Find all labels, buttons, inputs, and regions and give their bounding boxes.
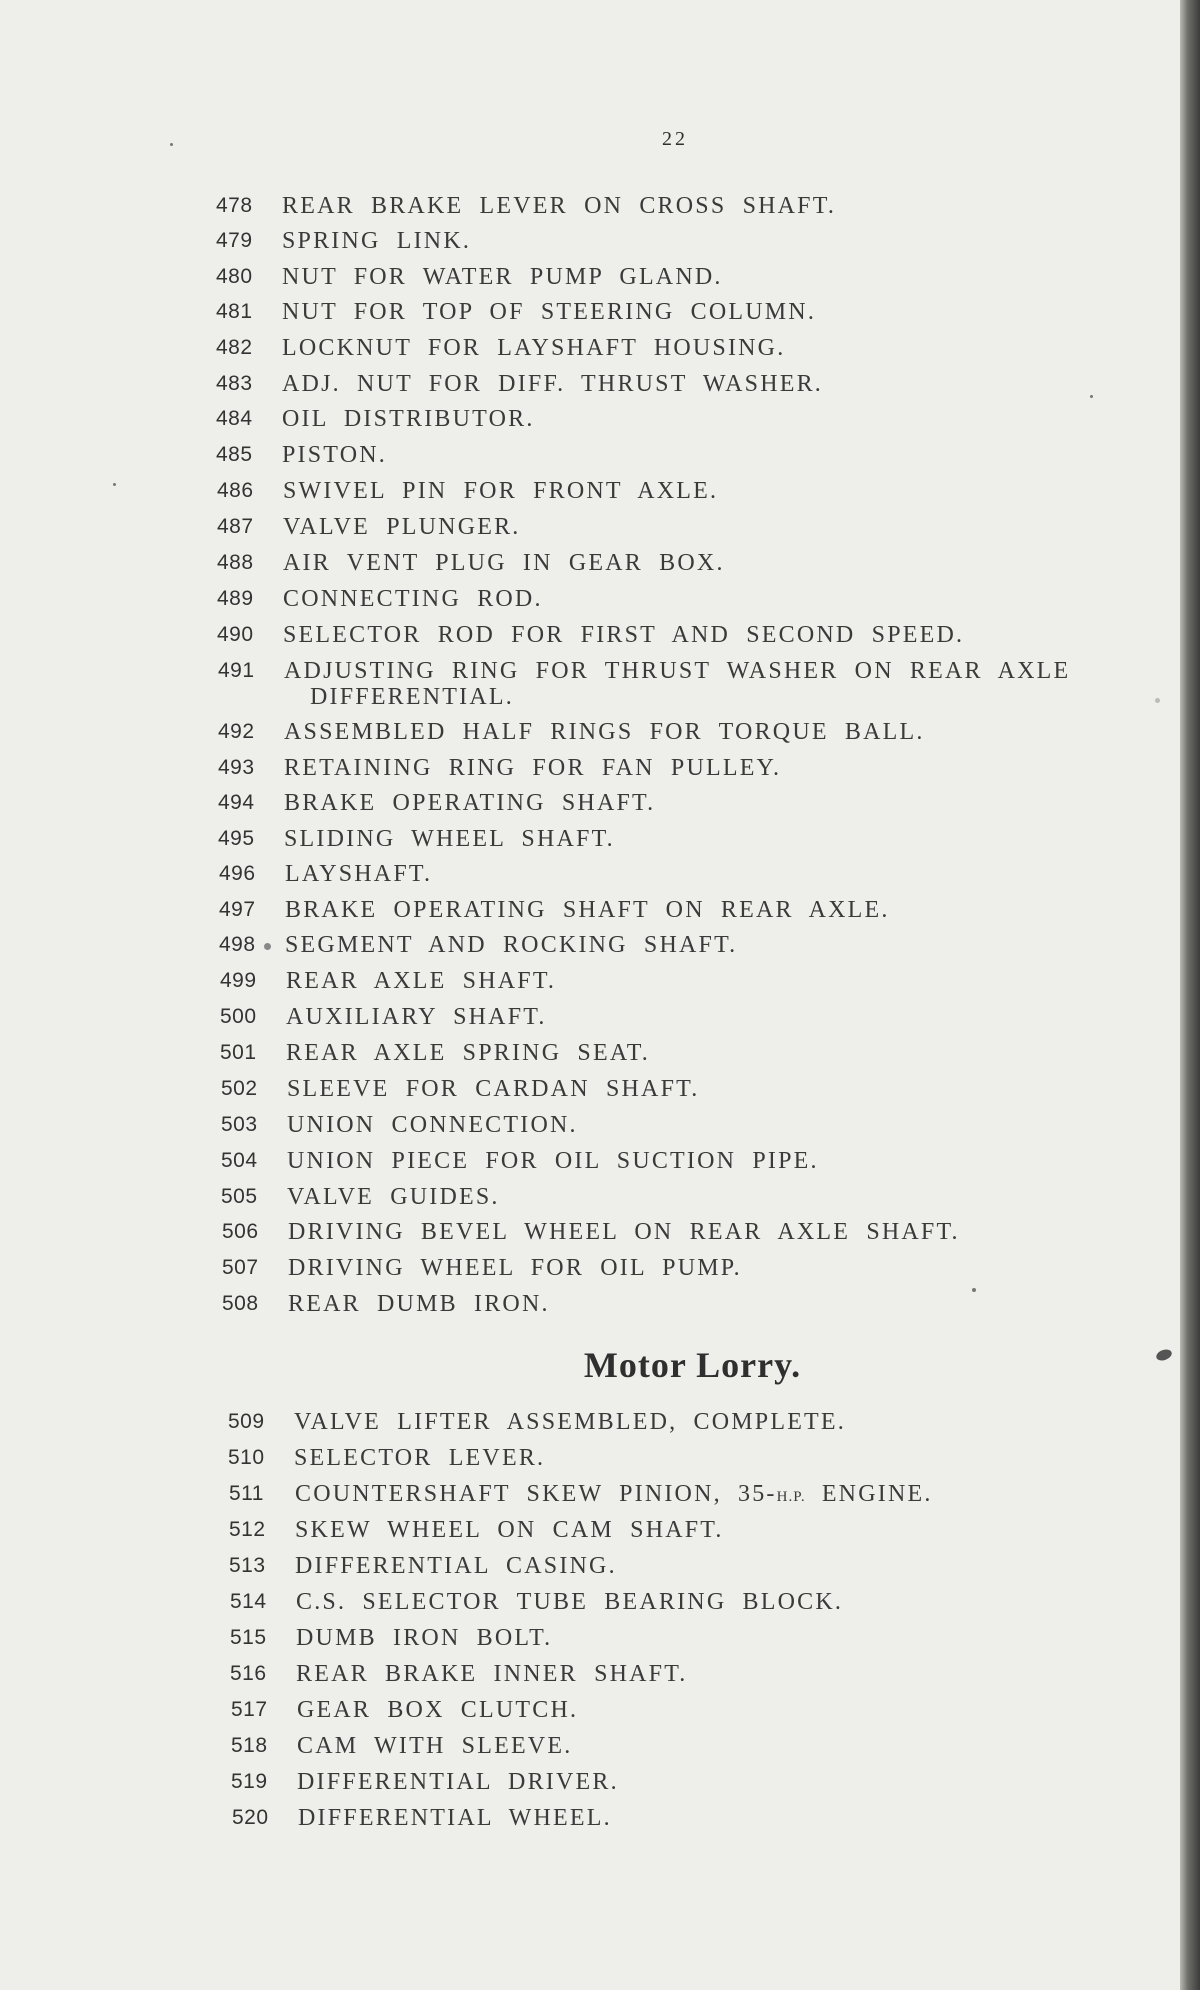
item-description: REAR BRAKE LEVER ON CROSS SHAFT. xyxy=(282,193,837,219)
item-description: GEAR BOX CLUTCH. xyxy=(297,1697,579,1723)
ink-speck xyxy=(264,943,271,950)
item-number: 514 xyxy=(230,1590,267,1613)
item-number: 488 xyxy=(217,551,254,574)
item-description: PISTON. xyxy=(282,442,387,468)
item-description: ADJ. NUT FOR DIFF. THRUST WASHER. xyxy=(282,371,823,397)
item-description-text: COUNTERSHAFT SKEW PINION, 35- xyxy=(295,1481,777,1507)
ink-speck xyxy=(113,483,116,486)
item-description: OIL DISTRIBUTOR. xyxy=(282,406,535,432)
item-number: 494 xyxy=(218,791,255,814)
item-number: 487 xyxy=(217,515,254,538)
item-description: SELECTOR LEVER. xyxy=(294,1445,546,1471)
item-number: 493 xyxy=(218,756,255,779)
item-number: 508 xyxy=(222,1292,259,1315)
item-description: VALVE LIFTER ASSEMBLED, COMPLETE. xyxy=(294,1409,846,1435)
item-description-continued: DIFFERENTIAL. xyxy=(310,684,514,710)
page-number: 22 xyxy=(662,128,688,150)
item-number: 515 xyxy=(230,1626,267,1649)
item-description: SPRING LINK. xyxy=(282,228,472,254)
ink-speck xyxy=(170,143,173,146)
item-number: 503 xyxy=(221,1113,258,1136)
ink-speck xyxy=(1155,698,1160,703)
item-description: DIFFERENTIAL CASING. xyxy=(295,1553,617,1579)
item-number: 495 xyxy=(218,827,255,850)
horsepower-abbrev: H.P. xyxy=(776,1489,806,1505)
item-description: NUT FOR TOP OF STEERING COLUMN. xyxy=(282,299,817,325)
item-number: 505 xyxy=(221,1185,258,1208)
item-description: DIFFERENTIAL WHEEL. xyxy=(298,1805,612,1831)
item-description: UNION CONNECTION. xyxy=(287,1112,578,1138)
item-description: RETAINING RING FOR FAN PULLEY. xyxy=(284,755,782,781)
item-number: 504 xyxy=(221,1149,258,1172)
item-description: DIFFERENTIAL DRIVER. xyxy=(297,1769,619,1795)
item-description: SLEEVE FOR CARDAN SHAFT. xyxy=(287,1076,700,1102)
item-description: LOCKNUT FOR LAYSHAFT HOUSING. xyxy=(282,335,786,361)
item-description: DUMB IRON BOLT. xyxy=(296,1625,553,1651)
item-description: REAR AXLE SPRING SEAT. xyxy=(286,1040,650,1066)
page-edge xyxy=(1180,0,1200,1990)
item-number: 484 xyxy=(216,407,253,430)
item-number: 489 xyxy=(217,587,254,610)
item-number: 496 xyxy=(219,862,256,885)
item-number: 500 xyxy=(220,1005,257,1028)
item-number: 502 xyxy=(221,1077,258,1100)
item-description xyxy=(295,1479,933,1512)
item-number: 519 xyxy=(231,1770,268,1793)
item-description: BRAKE OPERATING SHAFT ON REAR AXLE. xyxy=(285,897,890,923)
item-number: 499 xyxy=(220,969,257,992)
item-description: SKEW WHEEL ON CAM SHAFT. xyxy=(295,1517,724,1543)
item-description: AUXILIARY SHAFT. xyxy=(286,1004,547,1030)
item-number: 498 xyxy=(219,933,256,956)
item-description: BRAKE OPERATING SHAFT. xyxy=(284,790,656,816)
item-number: 511 xyxy=(229,1482,264,1505)
item-number: 480 xyxy=(216,265,253,288)
item-description: CAM WITH SLEEVE. xyxy=(297,1733,573,1759)
item-number: 491 xyxy=(218,659,255,682)
item-number: 517 xyxy=(231,1698,268,1721)
item-description: NUT FOR WATER PUMP GLAND. xyxy=(282,264,723,290)
item-description: REAR AXLE SHAFT. xyxy=(286,968,557,994)
item-number: 478 xyxy=(216,194,253,217)
item-number: 485 xyxy=(216,443,253,466)
item-number: 483 xyxy=(216,372,253,395)
item-number: 512 xyxy=(229,1518,266,1541)
item-description: VALVE GUIDES. xyxy=(287,1184,500,1210)
item-description: UNION PIECE FOR OIL SUCTION PIPE. xyxy=(287,1148,819,1174)
item-description: SELECTOR ROD FOR FIRST AND SECOND SPEED. xyxy=(283,622,965,648)
item-description: VALVE PLUNGER. xyxy=(283,514,521,540)
item-number: 481 xyxy=(216,300,253,323)
item-description: C.S. SELECTOR TUBE BEARING BLOCK. xyxy=(296,1589,844,1615)
item-description: AIR VENT PLUG IN GEAR BOX. xyxy=(283,550,725,576)
item-description: SWIVEL PIN FOR FRONT AXLE. xyxy=(283,478,719,504)
item-description-tail: ENGINE. xyxy=(805,1481,933,1507)
item-description: SEGMENT AND ROCKING SHAFT. xyxy=(285,932,738,958)
item-description: LAYSHAFT. xyxy=(285,861,433,887)
item-number: 482 xyxy=(216,336,253,359)
item-description: CONNECTING ROD. xyxy=(283,586,543,612)
item-number: 520 xyxy=(232,1806,269,1829)
item-description: DRIVING BEVEL WHEEL ON REAR AXLE SHAFT. xyxy=(288,1219,960,1245)
item-number: 509 xyxy=(228,1410,265,1433)
section-title: Motor Lorry. xyxy=(583,1345,802,1385)
item-number: 518 xyxy=(231,1734,268,1757)
item-number: 507 xyxy=(222,1256,259,1279)
item-description: ASSEMBLED HALF RINGS FOR TORQUE BALL. xyxy=(284,719,925,745)
item-number: 513 xyxy=(229,1554,266,1577)
item-description: ADJUSTING RING FOR THRUST WASHER ON REAR AXLE xyxy=(284,658,1071,684)
item-number: 506 xyxy=(222,1220,259,1243)
ink-speck xyxy=(972,1288,976,1292)
item-number: 492 xyxy=(218,720,255,743)
item-number: 510 xyxy=(228,1446,265,1469)
item-description: SLIDING WHEEL SHAFT. xyxy=(284,826,615,852)
item-number: 479 xyxy=(216,229,253,252)
item-description: REAR DUMB IRON. xyxy=(288,1291,550,1317)
item-number: 486 xyxy=(217,479,254,502)
ink-speck xyxy=(1090,395,1093,398)
item-number: 501 xyxy=(220,1041,257,1064)
item-number: 516 xyxy=(230,1662,267,1685)
item-description: DRIVING WHEEL FOR OIL PUMP. xyxy=(288,1255,742,1281)
item-number: 497 xyxy=(219,898,256,921)
item-number: 490 xyxy=(217,623,254,646)
item-description: REAR BRAKE INNER SHAFT. xyxy=(296,1661,688,1687)
